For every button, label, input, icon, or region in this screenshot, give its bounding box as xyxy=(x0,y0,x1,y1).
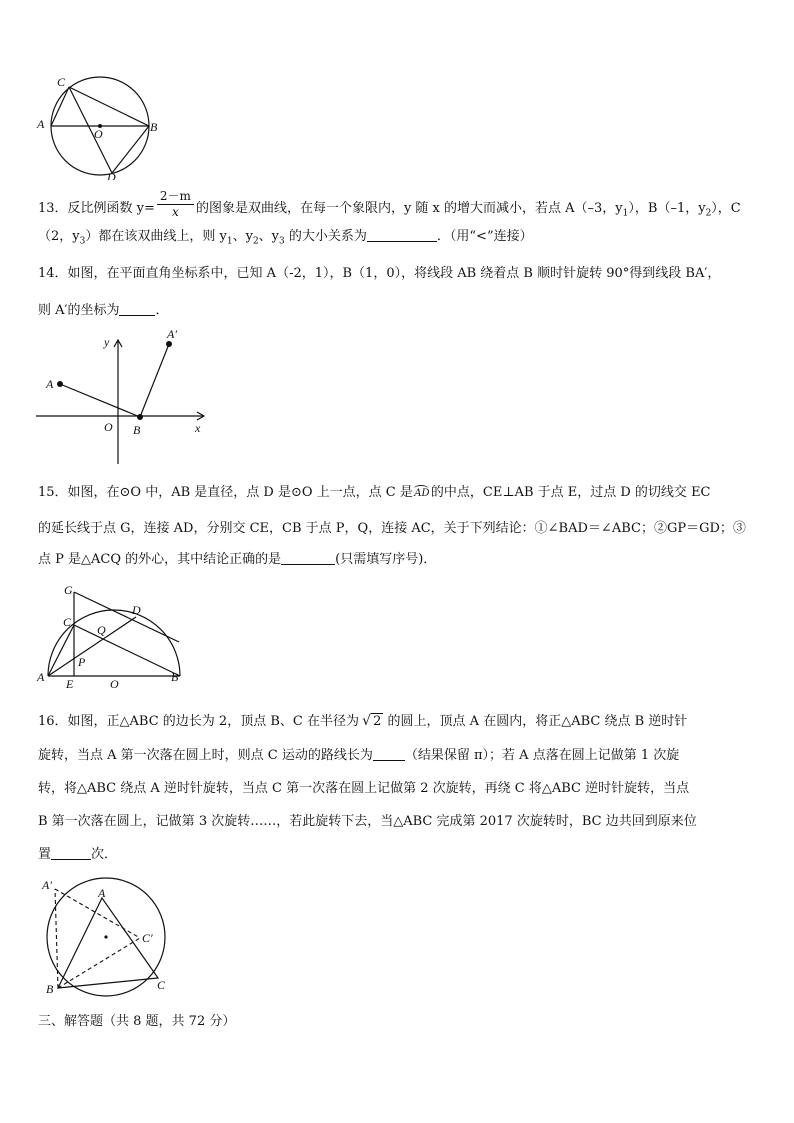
q14-line2: 则 A′的坐标为 ． xyxy=(38,303,169,318)
q16-answer-blank-2[interactable] xyxy=(51,847,91,860)
q14-label-x: x xyxy=(195,421,201,435)
q14-label-y: y xyxy=(104,335,110,349)
sqrt-symbol: √ 2 xyxy=(363,714,383,730)
q15-label-d: D xyxy=(132,603,141,617)
q13-lead: 13．反比例函数 y= xyxy=(38,201,155,216)
q15-label-b: B xyxy=(171,670,179,684)
q13-fraction xyxy=(157,189,194,220)
q12-label-c: C xyxy=(57,75,66,89)
q16-line4: B 第一次落在圆上，记做第 3 次旋转……，若此旋转下去，当△ABC 完成第 2017 次旋转时，BC 边共回到原来位 xyxy=(38,814,697,829)
q15-line2: 的延长线于点 G，连接 AD，分别交 CE，CB 于点 P，Q，连接 AC，关于下列结论：①∠BAD＝∠ABC；②GP＝GD；③ xyxy=(38,521,746,536)
q16-line3: 转，将△ABC 绕点 A 逆时针旋转，当点 C 第一次落在圆上记做第 2 次旋转，再绕 C 将△ABC 逆时针旋转，当点 xyxy=(38,781,690,796)
q15-answer-blank[interactable] xyxy=(281,552,335,565)
q12-label-b: B xyxy=(150,120,158,134)
q13-answer-blank[interactable] xyxy=(367,229,437,242)
q16-label-a: A xyxy=(98,886,106,900)
q14-answer-blank[interactable] xyxy=(119,303,155,316)
q16-line5: 置 次． xyxy=(38,847,118,862)
q16-answer-blank-1[interactable] xyxy=(373,748,405,761)
q14-label-a: A xyxy=(46,377,54,391)
q13-frac-numerator: 2－m xyxy=(157,189,194,205)
q16-line1: 16．如图，正△ABC 的边长为 2，顶点 B、C 在半径为 √ 2 的圆上，顶点 A 在圆内，将正△ABC 绕点 B 逆时针 xyxy=(38,714,687,730)
q16-line2: 旋转，当点 A 第一次落在圆上时，则点 C 运动的路线长为 （结果保留 π）；若 A 点落在圆上记做第 1 次旋 xyxy=(38,748,680,763)
q16-label-b: B xyxy=(46,982,54,996)
q12-label-d: D xyxy=(107,170,116,180)
q15-label-e: E xyxy=(66,677,74,691)
q14-label-o: O xyxy=(104,420,113,434)
q12-label-a: A xyxy=(37,117,45,131)
q15-label-g: G xyxy=(64,583,73,597)
q15-line1: 15．如图，在⊙O 中，AB 是直径，点 D 是⊙O 上一点，点 C 是AD的中点，CE⊥AB 于点 E，过点 D 的切线交 EC xyxy=(38,485,711,500)
q15-label-c: C xyxy=(63,615,72,629)
section-3-heading: 三、解答题（共 8 题，共 72 分） xyxy=(38,1014,236,1029)
q14-line1: 14．如图，在平面直角坐标系中，已知 A（-2，1），B（1，0），将线段 AB 绕着点 B 顺时针旋转 90°得到线段 BA′， xyxy=(38,266,721,281)
q15-line3: 点 P 是△ACQ 的外心，其中结论正确的是 (只需填写序号)． xyxy=(38,552,437,567)
q16-label-cprime: C′ xyxy=(142,931,153,945)
q12-figure xyxy=(34,72,164,180)
q13-line2: （2，$y_3$）都在该双曲线上，则 $y_1$、$y_2$、$y_3$ 的大小关系为 ．（用“<”连接） xyxy=(38,229,533,247)
q16-label-c: C xyxy=(157,978,166,992)
q15-label-o: O xyxy=(110,677,119,691)
q16-figure xyxy=(34,875,184,1001)
q14-label-aprime: A′ xyxy=(167,327,177,341)
q12-label-o: O xyxy=(94,127,103,141)
q15-label-a: A xyxy=(37,670,45,684)
q15-figure xyxy=(34,580,194,692)
q14-label-b: B xyxy=(133,423,141,437)
q13-line1: 13．反比例函数 y= $\frac{2-m}{x}$ 的图象是双曲线，在每一个象限内，y 随 x 的增大而减小，若点 A（–3，$y_1$），B（–1，$y_2$），C xyxy=(38,189,741,219)
q16-label-aprime: A′ xyxy=(42,878,52,892)
q15-label-p: P xyxy=(78,655,86,669)
arc-ad-symbol: AD xyxy=(413,486,431,502)
q15-label-q: Q xyxy=(97,623,106,637)
q14-figure xyxy=(34,326,214,468)
q13-frac-denominator: x xyxy=(172,205,179,219)
